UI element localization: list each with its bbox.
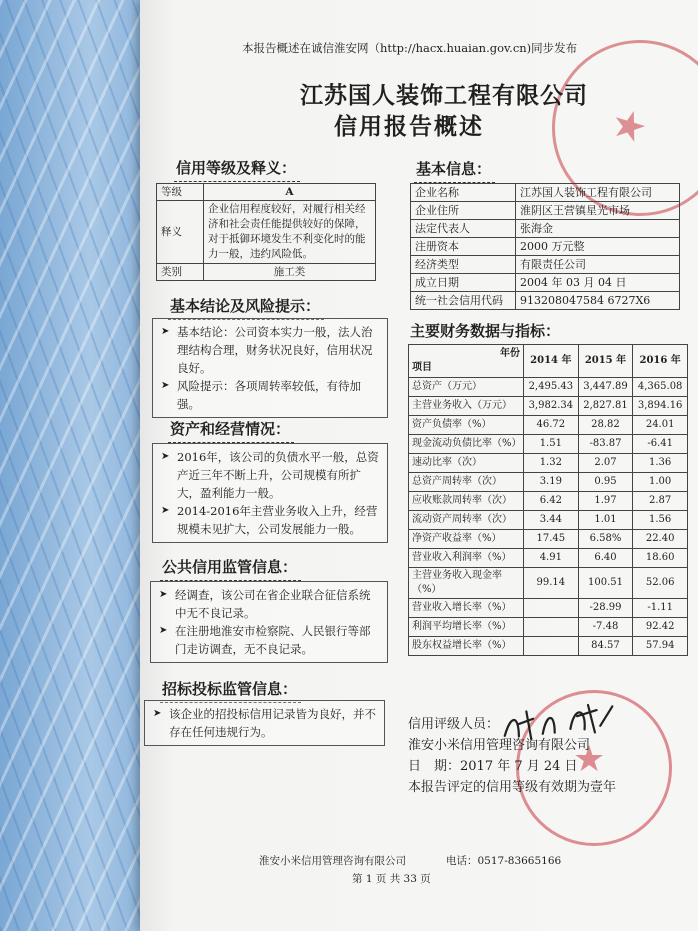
metric-value: 22.40 [633,530,688,549]
list-item: ➤ 该企业的招投标信用记录皆为良好，并不存在任何违规行为。 [153,707,376,739]
metric-value: 17.45 [524,530,579,549]
metric-value: 1.32 [524,454,579,473]
arrow-bullet-icon: ➤ [161,505,170,516]
table-row [411,238,680,256]
field-value: 有限责任公司 [516,256,680,274]
rating-table [156,183,376,281]
conclusion-box [152,318,388,418]
table-row [409,416,688,435]
rating-section-title: 信用等级及释义： [176,157,296,178]
metric-label: 净资产收益率（%） [409,530,524,549]
field-label: 法定代表人 [411,220,516,238]
basic-info-section-title: 基本信息： [416,158,491,179]
metric-value: 3,982.34 [524,397,579,416]
field-value: 张海金 [516,220,680,238]
field-value: 2000 万元整 [516,238,680,256]
category-value: 施工类 [204,264,376,281]
table-row [409,378,688,397]
metric-value [524,599,579,618]
metric-value: 84.57 [578,637,633,656]
table-row [409,473,688,492]
supervision-section-title: 公共信用监管信息： [162,556,297,577]
grade-label: 等级 [157,184,204,201]
metric-value: 4,365.08 [633,378,688,397]
metric-value: 1.56 [633,511,688,530]
corner-header [409,345,524,378]
list-item: ➤ 2016年，该公司的负债水平一般，总资产近三年不断上升，公司规模有所扩大，盈利能力一般。 [161,450,379,500]
table-row [409,637,688,656]
report-page [140,0,698,931]
financial-section-title: 主要财务数据与指标： [410,320,560,341]
metric-value: 6.58% [578,530,633,549]
table-row [409,568,688,599]
table-row [409,530,688,549]
corner-year-label: 年份 [500,348,520,359]
rating-org-seal-stamp: ★ [516,690,672,846]
grade-value: A [204,184,376,201]
metric-label: 主营业务收入现金率（%） [409,568,524,599]
year-header: 2015 年 [578,345,633,378]
meaning-value: 企业信用程度较好，对履行相关经济和社会责任能提供较好的保障，对于抵御环境发生不利变化时的能力一般，违约风险低。 [204,201,376,264]
field-label: 注册资本 [411,238,516,256]
metric-value: 1.97 [578,492,633,511]
table-row [409,618,688,637]
metric-value: -28.99 [578,599,633,618]
field-label: 成立日期 [411,274,516,292]
field-value: 江苏国人装饰工程有限公司 [516,184,680,202]
assets-box [152,443,388,543]
table-row [409,454,688,473]
company-seal-stamp: ★ [517,5,698,250]
year-header: 2014 年 [524,345,579,378]
arrow-bullet-icon: ➤ [161,380,170,391]
table-row [409,599,688,618]
metric-value: 1.36 [633,454,688,473]
validity-note: 本报告评定的信用等级有效期为壹年 [408,780,617,795]
metric-value: -83.87 [578,435,633,454]
metric-value: 99.14 [524,568,579,599]
metric-value: 92.42 [633,618,688,637]
table-row [409,511,688,530]
metric-value [524,618,579,637]
list-item: ➤ 在注册地淮安市检察院、人民银行等部门走访调查，无不良记录。 [159,624,371,656]
metric-value: 6.42 [524,492,579,511]
table-row [411,202,680,220]
metric-value: 18.60 [633,549,688,568]
footer-phone: 电话：0517-83665166 [446,855,562,867]
arrow-bullet-icon: ➤ [153,708,162,719]
metric-value: 3.19 [524,473,579,492]
metric-value: -1.11 [633,599,688,618]
list-item: ➤ 基本结论：公司资本实力一般，法人治理结构合理，财务状况良好，信用状况良好。 [161,325,373,375]
footer-page-number: 第 1 页 共 33 页 [352,873,431,885]
metric-label: 利润平均增长率（%） [409,618,524,637]
footer-company: 淮安小米信用管理咨询有限公司 电话：0517-83665166 [259,855,562,867]
metric-value: 3,894.16 [633,397,688,416]
field-label: 企业住所 [411,202,516,220]
metric-value: 0.95 [578,473,633,492]
table-row [409,435,688,454]
metric-value: 4.91 [524,549,579,568]
metric-label: 总资产周转率（次） [409,473,524,492]
metric-value: 52.06 [633,568,688,599]
metric-value: 1.00 [633,473,688,492]
company-title: 江苏国人装饰工程有限公司 [300,82,588,109]
metric-value [524,637,579,656]
field-label: 统一社会信用代码 [411,292,516,310]
metric-value: 57.94 [633,637,688,656]
table-row [409,492,688,511]
metric-value: 28.82 [578,416,633,435]
arrow-bullet-icon: ➤ [161,451,170,462]
metric-value: 100.51 [578,568,633,599]
basic-info-table [410,183,680,310]
corner-item-label: 项目 [412,362,432,373]
metric-label: 资产负债率（%） [409,416,524,435]
metric-label: 现金流动负债比率（%） [409,435,524,454]
field-value: 2004 年 03 月 04 日 [516,274,680,292]
metric-label: 股东权益增长率（%） [409,637,524,656]
meaning-label: 释义 [157,201,204,264]
table-row [411,256,680,274]
list-item: ➤ 2014-2016年主营业务收入上升，经营规模未见扩大，公司发展能力一般。 [161,504,378,536]
arrow-bullet-icon: ➤ [159,589,168,600]
list-item: ➤ 经调查，该公司在省企业联合征信系统中无不良记录。 [159,588,371,620]
field-value: 913208047584 6727X6 [516,292,680,310]
metric-value: 46.72 [524,416,579,435]
metric-value: 3.44 [524,511,579,530]
field-label: 经济类型 [411,256,516,274]
field-value: 淮阴区王营镇星光市场 [516,202,680,220]
table-row [411,184,680,202]
metric-value: 24.01 [633,416,688,435]
metric-label: 主营业务收入（万元） [409,397,524,416]
metric-value: 2.07 [578,454,633,473]
table-row [409,549,688,568]
arrow-bullet-icon: ➤ [159,625,168,636]
metric-value: -6.41 [633,435,688,454]
metric-label: 应收账款周转率（次） [409,492,524,511]
rating-date: 日 期：2017 年 7 月 24 日 [408,759,578,774]
table-header-row [409,345,688,378]
metric-label: 营业收入利润率（%） [409,549,524,568]
year-header: 2016 年 [633,345,688,378]
metric-value: 1.01 [578,511,633,530]
assets-section-title: 资产和经营情况： [170,418,290,439]
bidding-box [144,700,385,746]
rating-org: 淮安小米信用管理咨询有限公司 [408,738,591,753]
rater-label: 信用评级人员： [408,717,500,732]
bidding-section-title: 招标投标监管信息： [162,678,297,699]
report-title: 信用报告概述 [334,113,484,140]
blue-cover [0,0,150,931]
category-label: 类别 [157,264,204,281]
table-row [411,292,680,310]
supervision-box [150,581,388,663]
metric-label: 速动比率（次） [409,454,524,473]
metric-value: 6.40 [578,549,633,568]
metric-value: -7.48 [578,618,633,637]
metric-label: 总资产（万元） [409,378,524,397]
field-label: 企业名称 [411,184,516,202]
financial-table [408,344,688,656]
metric-label: 流动资产周转率（次） [409,511,524,530]
metric-value: 2,495.43 [524,378,579,397]
metric-value: 2.87 [633,492,688,511]
publish-notice: 本报告概述在诚信淮安网（http://hacx.huaian.gov.cn)同步发布 [242,41,578,55]
list-item: ➤ 风险提示：各项周转率较低，有待加强。 [161,379,361,411]
metric-value: 2,827.81 [578,397,633,416]
metric-value: 3,447.89 [578,378,633,397]
table-row [411,220,680,238]
conclusion-section-title: 基本结论及风险提示： [170,295,320,316]
table-row [411,274,680,292]
arrow-bullet-icon: ➤ [161,326,170,337]
table-row [409,397,688,416]
metric-label: 营业收入增长率（%） [409,599,524,618]
metric-value: 1.51 [524,435,579,454]
